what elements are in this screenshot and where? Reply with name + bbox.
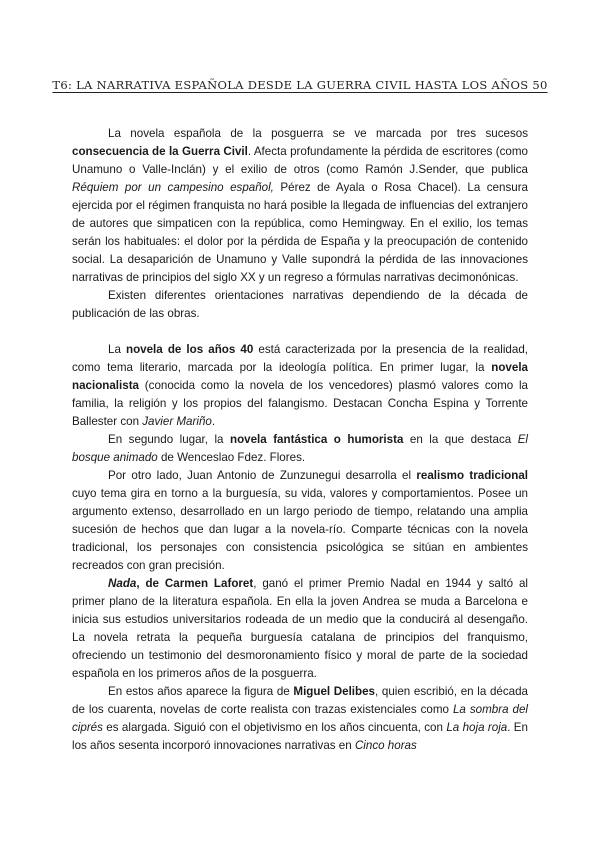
text-run: cuyo tema gira en torno a la burguesía, su vida, valores y comportamientos. Posee un argumento extenso, desarrollado en un largo periodo de tiempo, relatando una amplia sucesión de hechos que dan lugar a la novela-río. Comparte técnicas con la novela tradicional, los personajes con consistencia psicológica se sitúan en ambientes recreados con gran precisión. [72,487,528,572]
text-run: La [108,343,126,356]
italic-run: Réquiem por un campesino español, [72,181,274,194]
document-body [72,125,528,755]
bold-run: realismo tradicional [416,469,529,482]
italic-run: Cinco horas [354,739,417,752]
text-run: de Wenceslao Fdez. Flores. [157,451,306,464]
italic-run: Javier Mariño [142,415,212,428]
text-run: Por otro lado, Juan Antonio de Zunzunegui desarrolla el [108,469,417,482]
text-run: . [211,415,216,428]
bold-run: consecuencia de la Guerra Civil [72,145,248,158]
bold-run: novela de los años 40 [126,343,254,356]
text-run: , quien escribió, en la década de los cuarenta, novelas de corte realista con trazas existenciales como [72,685,528,716]
text-run: . En los años sesenta incorporó innovaciones narrativas en [72,721,528,752]
text-run: La novela española de la posguerra se ve marcada por tres sucesos [108,127,528,140]
bold-text: , de Carmen Laforet [136,577,254,590]
paragraph-orientaciones: Existen diferentes orientaciones narrativas dependiendo de la década de publicación de las obras. [72,289,528,320]
bold-run: novela fantástica o humorista [229,433,404,446]
text-run: . Afecta profundamente la pérdida de escritores (como Unamuno o Valle-Inclán) y el exilio de otros (como Ramón J.Sender, que publica [72,145,528,176]
paragraph-intro [72,125,528,287]
paragraph-realismo [72,467,528,575]
text-run: Pérez de Ayala o Rosa Chacel). La censura ejercida por el régimen franquista no hará posible la llegada de influencias del extranjero de autores que simpaticen con la república, como Hemingway. En el exilio, los temas serán los habituales: el dolor por la pérdida de España y la preocupación de contenido social. La desaparición de Unamuno y Valle supondrá la pérdida de las innovaciones narrativas de principios del siglo XX y un regreso a fórmulas narrativas decimonónicas. [72,181,528,284]
bold-run: Miguel Delibes [293,685,376,698]
bold-italic-run: Nada [108,577,137,590]
bold-run [108,577,253,590]
paragraph-delibes [72,683,528,755]
text-run: , ganó el primer Premio Nadal en 1944 y saltó al primer plano de la literatura española. En ella la joven Andrea se muda a Barcelona e inicia sus estudios universitarios rodeada de un medio que la conducirá al desengaño. La novela retrata la pequeña burguesía catalana de principios del franquismo, ofreciendo un testimonio del desmoronamiento físico y moral de parte de la sociedad española en los primeros años de la posguerra. [72,577,528,680]
italic-run: El bosque animado [72,433,528,464]
page-title: T6: LA NARRATIVA ESPAÑOLA DESDE LA GUERRA CIVIL HASTA LOS AÑOS 50 [52,78,548,92]
italic-run: La hoja roja [446,721,508,734]
text-run: es alargada. Siguió con el objetivismo en los años cincuenta, con [102,721,447,734]
text-run: está caracterizada por la presencia de la realidad, como tema literario, marcada por la ideología política. En primer lugar, la [72,343,528,374]
text-run: En estos años aparece la figura de [108,685,294,698]
paragraph-nada [72,575,528,683]
paragraph-fantastica [72,431,528,467]
text-run: En segundo lugar, la [108,433,230,446]
italic-run: La sombra del ciprés [72,703,528,734]
bold-run: novela nacionalista [72,361,528,392]
paragraph-anos-40 [72,341,528,431]
text-run: (conocida como la novela de los vencedores) plasmó valores como la familia, la religión y los propios del falangismo. Destacan Concha Espina y Torrente Ballester con [72,379,528,428]
text-run: en la que destaca [403,433,518,446]
